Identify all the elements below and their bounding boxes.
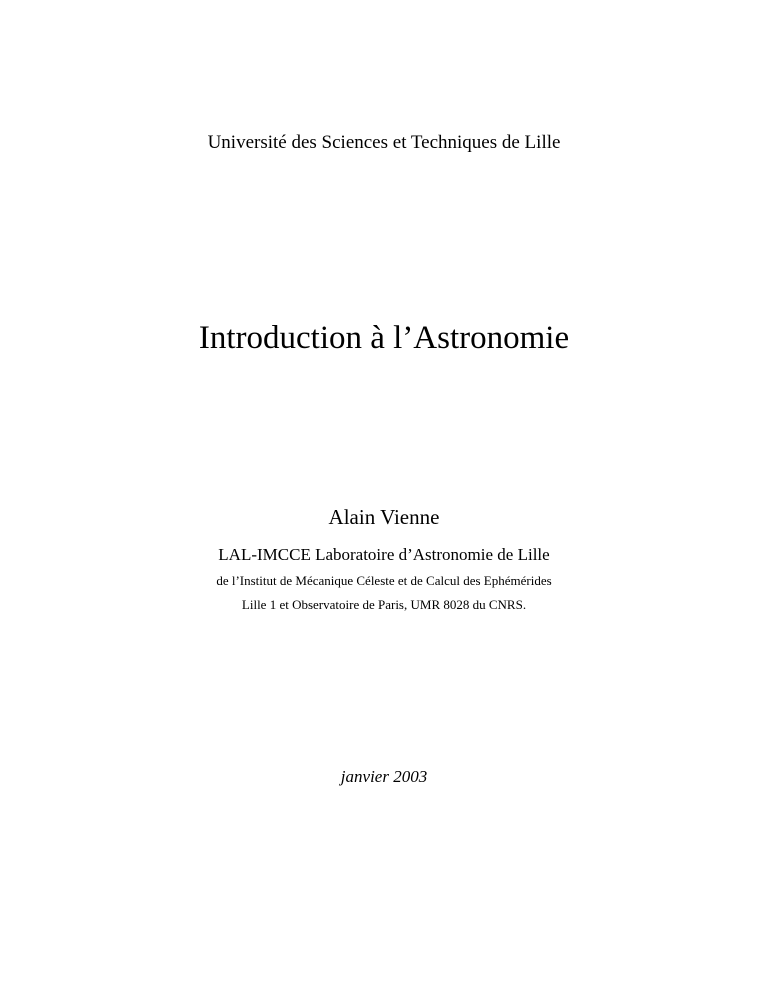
laboratory-name: LAL-IMCCE Laboratoire d’Astronomie de Lille — [218, 545, 550, 564]
document-title: Introduction à l’Astronomie — [198, 320, 570, 356]
institute-line-1: de l’Institut de Mécanique Céleste et de Calcul des Ephémérides — [216, 573, 552, 588]
author-name: Alain Vienne — [328, 505, 440, 529]
publication-date: janvier 2003 — [340, 767, 428, 786]
university-name: Université des Sciences et Techniques de Lille — [207, 132, 561, 153]
institute-line-2: Lille 1 et Observatoire de Paris, UMR 8028 du CNRS. — [241, 597, 527, 612]
